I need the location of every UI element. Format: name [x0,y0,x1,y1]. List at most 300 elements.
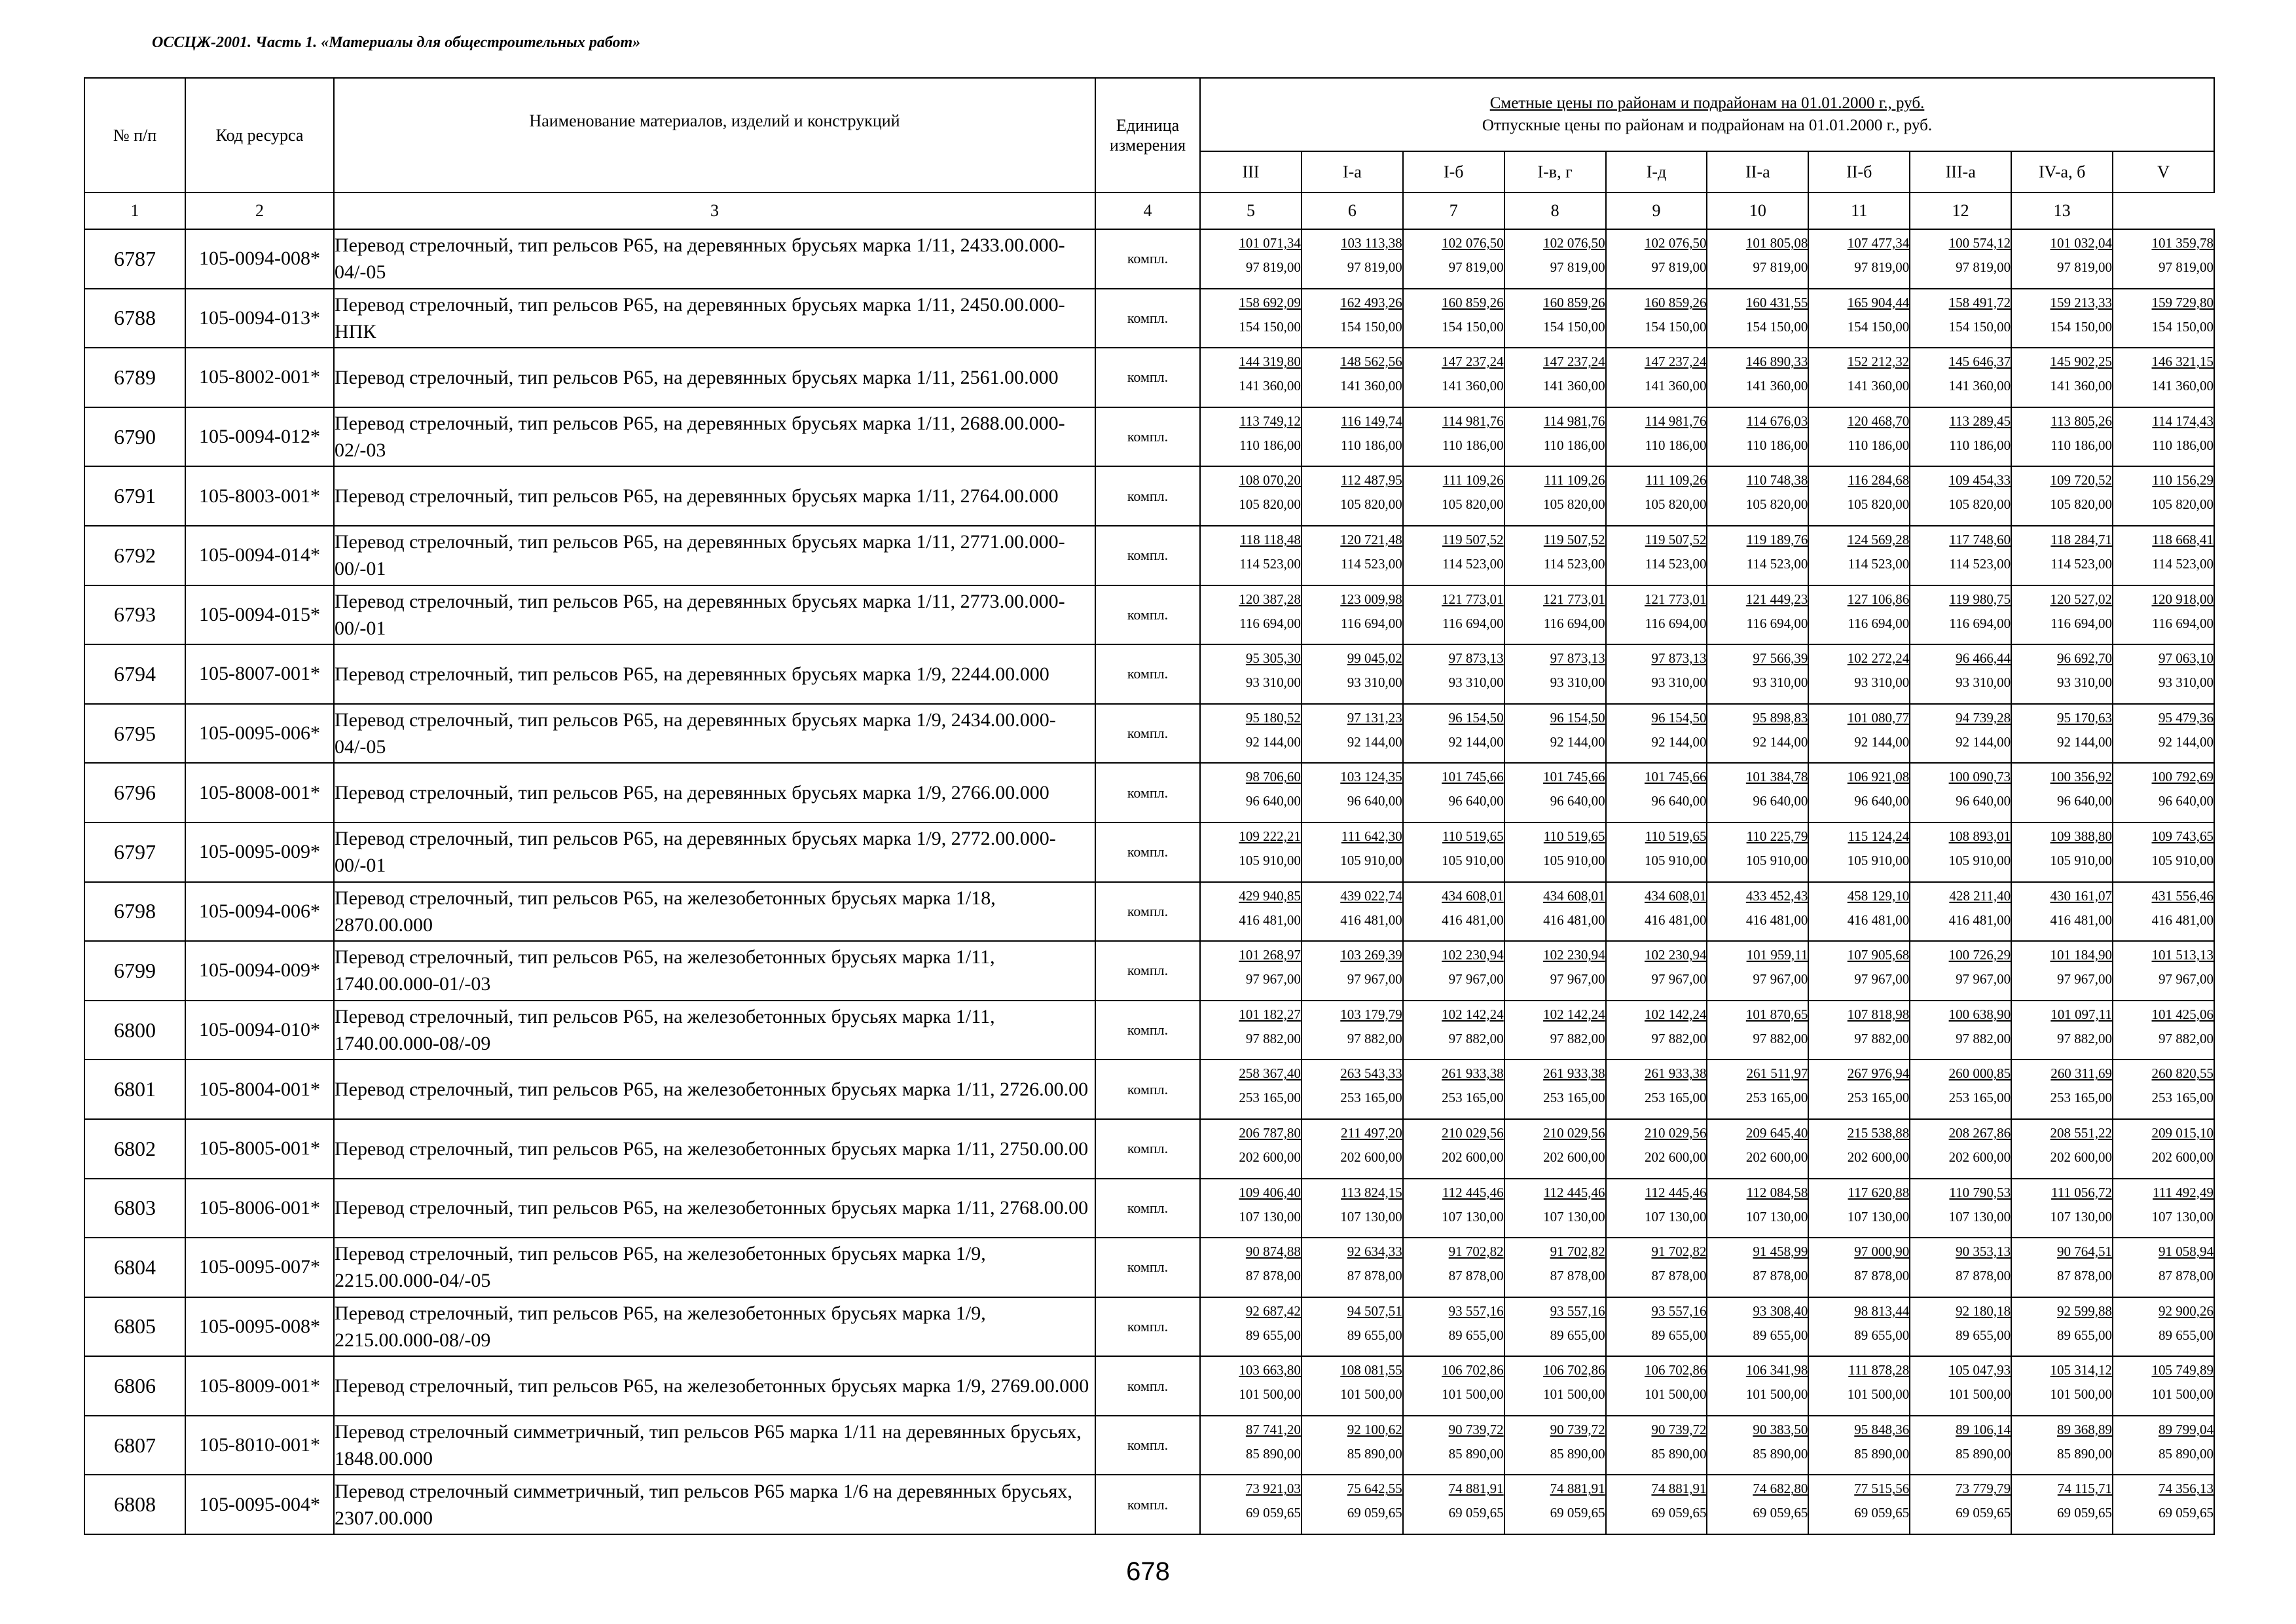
estimate-price: 108 081,55 [1340,1362,1402,1378]
release-price: 69 059,65 [1550,1505,1605,1521]
estimate-price: 431 556,46 [2151,887,2214,904]
price-cell [1200,1119,1302,1179]
release-price: 141 360,00 [1948,378,2011,394]
price-cell [1302,289,1403,348]
estimate-price: 121 449,23 [1745,591,1808,607]
region-header: I-в, г [1504,151,1606,193]
price-cell [1910,289,2011,348]
price-cell [1403,1475,1504,1534]
release-price: 116 694,00 [1645,615,1707,631]
estimate-price: 210 029,56 [1543,1124,1605,1141]
release-price: 202 600,00 [1543,1149,1605,1165]
region-header: V [2113,151,2214,193]
price-cell [1302,1001,1403,1060]
price-cell [2011,1356,2113,1416]
price-cell [1808,882,1910,942]
estimate-price: 267 976,94 [1847,1065,1910,1082]
release-price: 154 150,00 [2050,318,2113,335]
price-cell [1302,1297,1403,1357]
release-price: 97 967,00 [1956,971,2011,987]
estimate-price: 160 431,55 [1745,294,1808,310]
estimate-price: 114 981,76 [1442,413,1504,429]
release-price: 85 890,00 [2057,1445,2113,1462]
estimate-price: 160 859,26 [1543,294,1605,310]
estimate-price: 210 029,56 [1644,1124,1707,1141]
release-price: 110 186,00 [1341,437,1402,453]
estimate-price: 102 076,50 [1644,235,1707,251]
table-row [84,466,2214,526]
price-cell [1302,941,1403,1001]
estimate-price: 118 668,41 [2152,531,2214,547]
estimate-price: 433 452,43 [1745,887,1808,904]
release-price: 416 481,00 [1644,912,1707,928]
price-cell [1302,1238,1403,1297]
estimate-price: 87 741,20 [1245,1421,1301,1437]
estimate-price: 103 179,79 [1340,1006,1402,1022]
estimate-price: 101 805,08 [1745,235,1808,251]
price-cell [1606,229,1707,289]
release-price: 253 165,00 [1948,1090,2011,1106]
estimate-price: 109 743,65 [2151,828,2214,844]
estimate-price: 114 981,76 [1645,413,1707,429]
estimate-price: 74 881,91 [1651,1481,1707,1497]
column-index: 8 [1504,193,1606,229]
release-price: 116 694,00 [1949,615,2011,631]
price-cell [1200,585,1302,645]
price-cell [1403,644,1504,704]
release-price: 202 600,00 [1847,1149,1910,1165]
release-price: 202 600,00 [1644,1149,1707,1165]
release-price: 116 694,00 [2152,615,2214,631]
estimate-price: 95 180,52 [1245,709,1301,726]
price-cell [2011,407,2113,467]
release-price: 97 882,00 [1347,1030,1402,1046]
release-price: 116 694,00 [1848,615,1910,631]
release-price: 93 310,00 [2159,674,2214,691]
release-price: 96 640,00 [2159,793,2214,809]
price-cell [1403,704,1504,764]
estimate-price: 121 773,01 [1442,591,1504,607]
resource-code: 105-8008-001* [185,763,334,822]
estimate-price: 101 097,11 [2050,1006,2113,1022]
release-price: 114 523,00 [2152,555,2214,572]
row-number: 6806 [84,1356,185,1416]
price-cell [2113,1060,2214,1119]
release-price: 105 910,00 [1847,852,1910,868]
estimate-price: 95 898,83 [1753,709,1808,726]
estimate-price: 152 212,32 [1847,354,1910,370]
price-cell [1910,526,2011,585]
estimate-price: 102 076,50 [1543,235,1605,251]
price-cell [1200,229,1302,289]
estimate-price: 147 237,24 [1543,354,1605,370]
estimate-price: 101 870,65 [1745,1006,1808,1022]
price-cell [1606,1179,1707,1238]
price-cell [1302,348,1403,407]
estimate-price: 107 905,68 [1847,947,1910,963]
row-number: 6788 [84,289,185,348]
price-cell [1302,763,1403,822]
price-cell [2011,466,2113,526]
release-price: 97 882,00 [2057,1030,2113,1046]
price-cell [2113,644,2214,704]
price-cell [2113,1297,2214,1357]
price-cell [1808,1238,1910,1297]
price-cell [2113,763,2214,822]
header-num: № п/п [84,78,185,193]
release-price: 89 655,00 [1956,1327,2011,1343]
price-cell [1910,1001,2011,1060]
price-cell [1200,704,1302,764]
material-name: Перевод стрелочный, тип рельсов Р65, на железобетонных брусьях марка 1/9, 2215.00.000-04/-05 [334,1238,1095,1297]
release-price: 96 640,00 [2057,793,2113,809]
row-number: 6802 [84,1119,185,1179]
release-price: 110 186,00 [1645,437,1707,453]
price-cell [1910,229,2011,289]
release-price: 116 694,00 [1746,615,1808,631]
estimate-price: 430 161,07 [2050,887,2113,904]
material-name: Перевод стрелочный, тип рельсов Р65, на деревянных брусьях марка 1/11, 2771.00.000-00/-01 [334,526,1095,585]
price-cell [1606,348,1707,407]
estimate-price: 101 032,04 [2050,235,2113,251]
price-cell [1910,1475,2011,1534]
material-name: Перевод стрелочный, тип рельсов Р65, на деревянных брусьях марка 1/9, 2772.00.000-00/-01 [334,822,1095,882]
estimate-price: 159 213,33 [2050,294,2113,310]
price-cell [1910,941,2011,1001]
price-cell [1302,585,1403,645]
region-header: II-а [1707,151,1808,193]
price-cell [2011,229,2113,289]
release-price: 97 819,00 [1753,259,1808,275]
header-prices-estimate: Сметные цены по районам и подрайонам на 01.01.2000 г., руб. [1489,94,1925,112]
price-cell [1504,1416,1606,1475]
row-number: 6800 [84,1001,185,1060]
price-cell [1707,763,1808,822]
price-cell [1606,704,1707,764]
price-cell [1707,526,1808,585]
estimate-price: 101 184,90 [2050,947,2113,963]
price-cell [1504,1179,1606,1238]
price-cell [1910,822,2011,882]
price-cell [1302,407,1403,467]
estimate-price: 113 749,12 [1239,413,1301,429]
estimate-price: 110 519,65 [1543,828,1605,844]
estimate-price: 95 479,36 [2159,709,2214,726]
estimate-price: 110 790,53 [1949,1184,2011,1200]
release-price: 154 150,00 [1239,318,1301,335]
price-cell [1302,1060,1403,1119]
price-cell [1200,763,1302,822]
price-cell [1403,585,1504,645]
price-cell [1403,763,1504,822]
release-price: 85 890,00 [1651,1445,1707,1462]
estimate-price: 103 269,39 [1340,947,1402,963]
estimate-price: 124 569,28 [1847,531,1910,547]
release-price: 87 878,00 [2159,1268,2214,1284]
estimate-price: 90 764,51 [2057,1244,2113,1260]
release-price: 85 890,00 [1245,1445,1301,1462]
release-price: 107 130,00 [1239,1208,1301,1225]
release-price: 96 640,00 [1347,793,1402,809]
price-cell [1302,1475,1403,1534]
release-price: 105 910,00 [1745,852,1808,868]
release-price: 110 186,00 [2050,437,2113,453]
unit-cell: компл. [1095,1297,1200,1357]
price-cell [1200,466,1302,526]
estimate-price: 77 515,56 [1854,1481,1910,1497]
estimate-price: 101 513,13 [2151,947,2214,963]
release-price: 89 655,00 [1245,1327,1301,1343]
release-price: 154 150,00 [1644,318,1707,335]
estimate-price: 159 729,80 [2151,294,2214,310]
estimate-price: 90 353,13 [1956,1244,2011,1260]
estimate-price: 146 890,33 [1745,354,1808,370]
release-price: 116 694,00 [1442,615,1504,631]
release-price: 116 694,00 [1239,615,1301,631]
release-price: 85 890,00 [2159,1445,2214,1462]
release-price: 110 186,00 [2152,437,2214,453]
estimate-price: 261 933,38 [1543,1065,1605,1082]
estimate-price: 96 154,50 [1448,709,1504,726]
estimate-price: 75 642,55 [1347,1481,1402,1497]
unit-cell: компл. [1095,229,1200,289]
row-number: 6807 [84,1416,185,1475]
estimate-price: 74 682,80 [1753,1481,1808,1497]
resource-code: 105-0095-008* [185,1297,334,1357]
release-price: 141 360,00 [2050,378,2113,394]
unit-cell: компл. [1095,466,1200,526]
release-price: 416 481,00 [2151,912,2214,928]
column-index: 10 [1707,193,1808,229]
price-cell [1606,526,1707,585]
region-header: I-а [1302,151,1403,193]
release-price: 105 820,00 [2151,496,2214,513]
estimate-price: 146 321,15 [2151,354,2214,370]
price-cell [1504,1297,1606,1357]
price-cell [1200,1060,1302,1119]
release-price: 85 890,00 [1347,1445,1402,1462]
estimate-price: 261 933,38 [1442,1065,1504,1082]
release-price: 107 130,00 [1847,1208,1910,1225]
header-prices [1200,78,2214,151]
release-price: 96 640,00 [1854,793,1910,809]
column-index: 3 [334,193,1095,229]
release-price: 87 878,00 [1651,1268,1707,1284]
price-cell [2113,585,2214,645]
unit-cell: компл. [1095,644,1200,704]
price-cell [1403,1060,1504,1119]
price-cell [1200,941,1302,1001]
estimate-price: 95 848,36 [1854,1421,1910,1437]
estimate-price: 91 702,82 [1550,1244,1605,1260]
estimate-price: 102 142,24 [1644,1006,1707,1022]
table-row [84,763,2214,822]
estimate-price: 102 230,94 [1442,947,1504,963]
estimate-price: 215 538,88 [1847,1124,1910,1141]
price-cell [1504,229,1606,289]
release-price: 114 523,00 [1239,555,1301,572]
price-cell [1403,348,1504,407]
estimate-price: 158 491,72 [1948,294,2011,310]
resource-code: 105-0094-014* [185,526,334,585]
price-cell [1504,822,1606,882]
release-price: 92 144,00 [1550,733,1605,750]
estimate-price: 158 692,09 [1239,294,1301,310]
estimate-price: 95 170,63 [2057,709,2113,726]
release-price: 89 655,00 [1854,1327,1910,1343]
material-name: Перевод стрелочный, тип рельсов Р65, на деревянных брусьях марка 1/11, 2688.00.000-02/-03 [334,407,1095,467]
release-price: 154 150,00 [1543,318,1605,335]
release-price: 107 130,00 [1442,1208,1504,1225]
estimate-price: 98 706,60 [1245,769,1301,785]
price-cell [2011,1238,2113,1297]
price-cell [1200,1475,1302,1534]
column-index: 4 [1095,193,1200,229]
price-cell [1707,1119,1808,1179]
price-cell [1200,882,1302,942]
price-cell [1808,348,1910,407]
release-price: 110 186,00 [1239,437,1301,453]
price-cell [1910,1119,2011,1179]
price-cell [1808,466,1910,526]
estimate-price: 428 211,40 [1949,887,2011,904]
unit-cell: компл. [1095,941,1200,1001]
estimate-price: 103 113,38 [1341,235,1402,251]
price-cell [1504,407,1606,467]
price-cell [1200,1001,1302,1060]
estimate-price: 101 080,77 [1847,709,1910,726]
estimate-price: 434 608,01 [1543,887,1605,904]
price-cell [1200,822,1302,882]
release-price: 114 523,00 [1645,555,1707,572]
release-price: 101 500,00 [1442,1386,1504,1403]
release-price: 92 144,00 [1753,733,1808,750]
estimate-price: 100 638,90 [1948,1006,2011,1022]
price-cell [1302,882,1403,942]
estimate-price: 120 468,70 [1847,413,1910,429]
release-price: 202 600,00 [1948,1149,2011,1165]
estimate-price: 127 106,86 [1847,591,1910,607]
estimate-price: 434 608,01 [1442,887,1504,904]
price-cell [1200,1238,1302,1297]
release-price: 92 144,00 [1448,733,1504,750]
release-price: 69 059,65 [1448,1505,1504,1521]
row-number: 6805 [84,1297,185,1357]
release-price: 93 310,00 [1245,674,1301,691]
resource-code: 105-0095-007* [185,1238,334,1297]
estimate-price: 116 149,74 [1341,413,1402,429]
release-price: 141 360,00 [1847,378,1910,394]
estimate-price: 114 981,76 [1543,413,1605,429]
estimate-price: 90 739,72 [1550,1421,1605,1437]
estimate-price: 162 493,26 [1340,294,1402,310]
price-cell [1403,822,1504,882]
estimate-price: 165 904,44 [1847,294,1910,310]
price-cell [1808,229,1910,289]
table-row [84,1060,2214,1119]
release-price: 87 878,00 [2057,1268,2113,1284]
release-price: 107 130,00 [1543,1208,1605,1225]
estimate-price: 144 319,80 [1239,354,1301,370]
row-number: 6793 [84,585,185,645]
price-cell [1403,1001,1504,1060]
estimate-price: 114 676,03 [1746,413,1808,429]
price-cell [1606,763,1707,822]
price-cell [1707,585,1808,645]
release-price: 253 165,00 [1442,1090,1504,1106]
estimate-price: 111 492,49 [2153,1184,2214,1200]
unit-cell: компл. [1095,704,1200,764]
estimate-price: 107 477,34 [1847,235,1910,251]
price-cell [1707,348,1808,407]
price-cell [2113,1238,2214,1297]
estimate-price: 105 314,12 [2050,1362,2113,1378]
release-price: 114 523,00 [1341,555,1402,572]
release-price: 101 500,00 [1543,1386,1605,1403]
material-name: Перевод стрелочный, тип рельсов Р65, на железобетонных брусьях марка 1/18, 2870.00.000 [334,882,1095,942]
price-cell [2113,1416,2214,1475]
price-cell [2113,466,2214,526]
estimate-price: 109 720,52 [2050,472,2113,489]
estimate-price: 93 557,16 [1651,1302,1707,1319]
resource-code: 105-8003-001* [185,466,334,526]
estimate-price: 108 070,20 [1239,472,1301,489]
estimate-price: 118 284,71 [2050,531,2113,547]
material-name: Перевод стрелочный, тип рельсов Р65, на деревянных брусьях марка 1/11, 2773.00.000-00/-01 [334,585,1095,645]
estimate-price: 102 272,24 [1847,650,1910,667]
price-cell [1606,466,1707,526]
estimate-price: 258 367,40 [1239,1065,1301,1082]
table-row [84,1238,2214,1297]
release-price: 96 640,00 [1245,793,1301,809]
estimate-price: 260 311,69 [2050,1065,2113,1082]
unit-cell: компл. [1095,407,1200,467]
price-cell [1200,407,1302,467]
estimate-price: 119 507,52 [1543,531,1605,547]
price-cell [2113,882,2214,942]
table-row [84,1416,2214,1475]
estimate-price: 97 873,13 [1448,650,1504,667]
release-price: 93 310,00 [1956,674,2011,691]
row-number: 6803 [84,1179,185,1238]
estimate-price: 108 893,01 [1948,828,2011,844]
estimate-price: 263 543,33 [1340,1065,1402,1082]
estimate-price: 102 230,94 [1644,947,1707,963]
estimate-price: 458 129,10 [1847,887,1910,904]
estimate-price: 111 109,26 [1442,472,1504,489]
estimate-price: 209 645,40 [1745,1124,1808,1141]
price-cell [1910,1356,2011,1416]
price-cell [1707,1179,1808,1238]
estimate-price: 119 189,76 [1746,531,1808,547]
estimate-price: 105 749,89 [2151,1362,2214,1378]
estimate-price: 260 000,85 [1948,1065,2011,1082]
resource-code: 105-0094-008* [185,229,334,289]
price-cell [1606,1356,1707,1416]
price-cell [1808,1060,1910,1119]
estimate-price: 160 859,26 [1442,294,1504,310]
price-cell [1808,1179,1910,1238]
price-cell [1606,822,1707,882]
price-cell [1910,704,2011,764]
release-price: 202 600,00 [1442,1149,1504,1165]
release-price: 114 523,00 [2050,555,2113,572]
estimate-price: 101 745,66 [1543,769,1605,785]
resource-code: 105-0094-009* [185,941,334,1001]
release-price: 105 910,00 [1340,852,1402,868]
unit-cell: компл. [1095,1238,1200,1297]
estimate-price: 208 551,22 [2050,1124,2113,1141]
